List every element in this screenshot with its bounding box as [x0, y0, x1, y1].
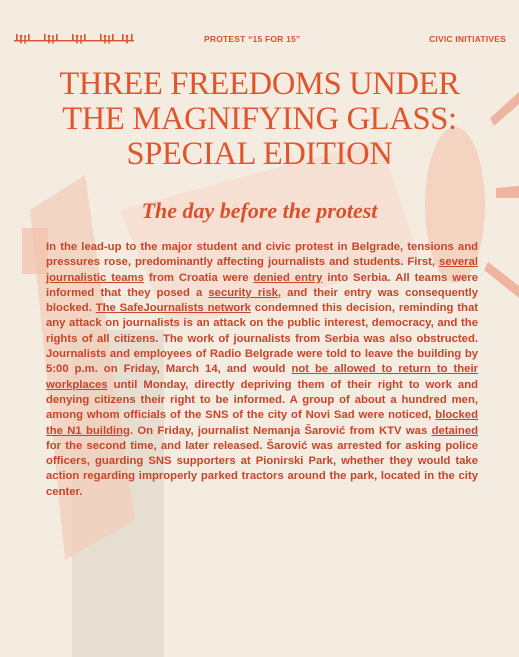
body-text-4: , and their entry was consequently blocked. [46, 286, 478, 315]
link-not-allowed-to-return[interactable]: not be allowed to return to their workplaces [46, 363, 478, 391]
subtitle: The day before the protest [141, 198, 378, 223]
body-text-7: . On Friday, journalist Nemanja Šarović from KTV was [129, 424, 432, 437]
title-line-2: THE MAGNIFYING GLASS: [62, 101, 457, 137]
civic-initiatives-label: CIVIC INITIATIVES [429, 34, 506, 44]
link-denied-entry[interactable]: denied entry [253, 271, 323, 284]
protest-crowd-icon [14, 33, 134, 47]
body-text-6: until Monday, directly depriving them of their right to work and denying citizens their right to be informed. A group of about a hundred men, among whom officials of the SNS of the city of Novi Sad were noticed, [46, 378, 478, 422]
body-text-3: into Serbia. All teams were informed that they posed a [46, 271, 478, 299]
link-security-risk[interactable]: security risk [208, 286, 278, 299]
title-line-3: SPECIAL EDITION [126, 136, 393, 172]
page-header [0, 33, 519, 49]
page-title [20, 67, 499, 172]
link-detained[interactable]: detained [431, 424, 479, 437]
protest-label: PROTEST “15 FOR 15” [204, 34, 301, 44]
link-blocked-n1-building[interactable]: blocked the N1 building [46, 409, 478, 437]
link-several-journalistic-teams[interactable]: several journalistic teams [46, 256, 478, 284]
article-body [46, 240, 478, 500]
link-safejournalists-network[interactable]: The SafeJournalists network [95, 302, 251, 315]
body-text-2: from Croatia were [143, 271, 254, 284]
body-text-8: for the second time, and later released. Šarović was arrested for asking police officers, guarding SNS supporters at Pionirski Park, whether they would take action regarding improperly parked tractors around the park, located in the city center. [46, 439, 478, 498]
body-text-5: condemned this decision, reminding that any attack on journalists is an attack on the public interest, democracy, and the rights of all citizens. The work of journalists from Serbia was also obstructed. Journalists and employees of Radio Belgrade were told to leave the building by 5:00 p.m. on Friday, March 14, and would [46, 302, 478, 376]
title-line-1: THREE FREEDOMS UNDER [59, 66, 460, 102]
body-text-1: In the lead-up to the major student and civic protest in Belgrade, tensions and pressures rose, predominantly affecting journalists and students. First, [46, 241, 478, 269]
